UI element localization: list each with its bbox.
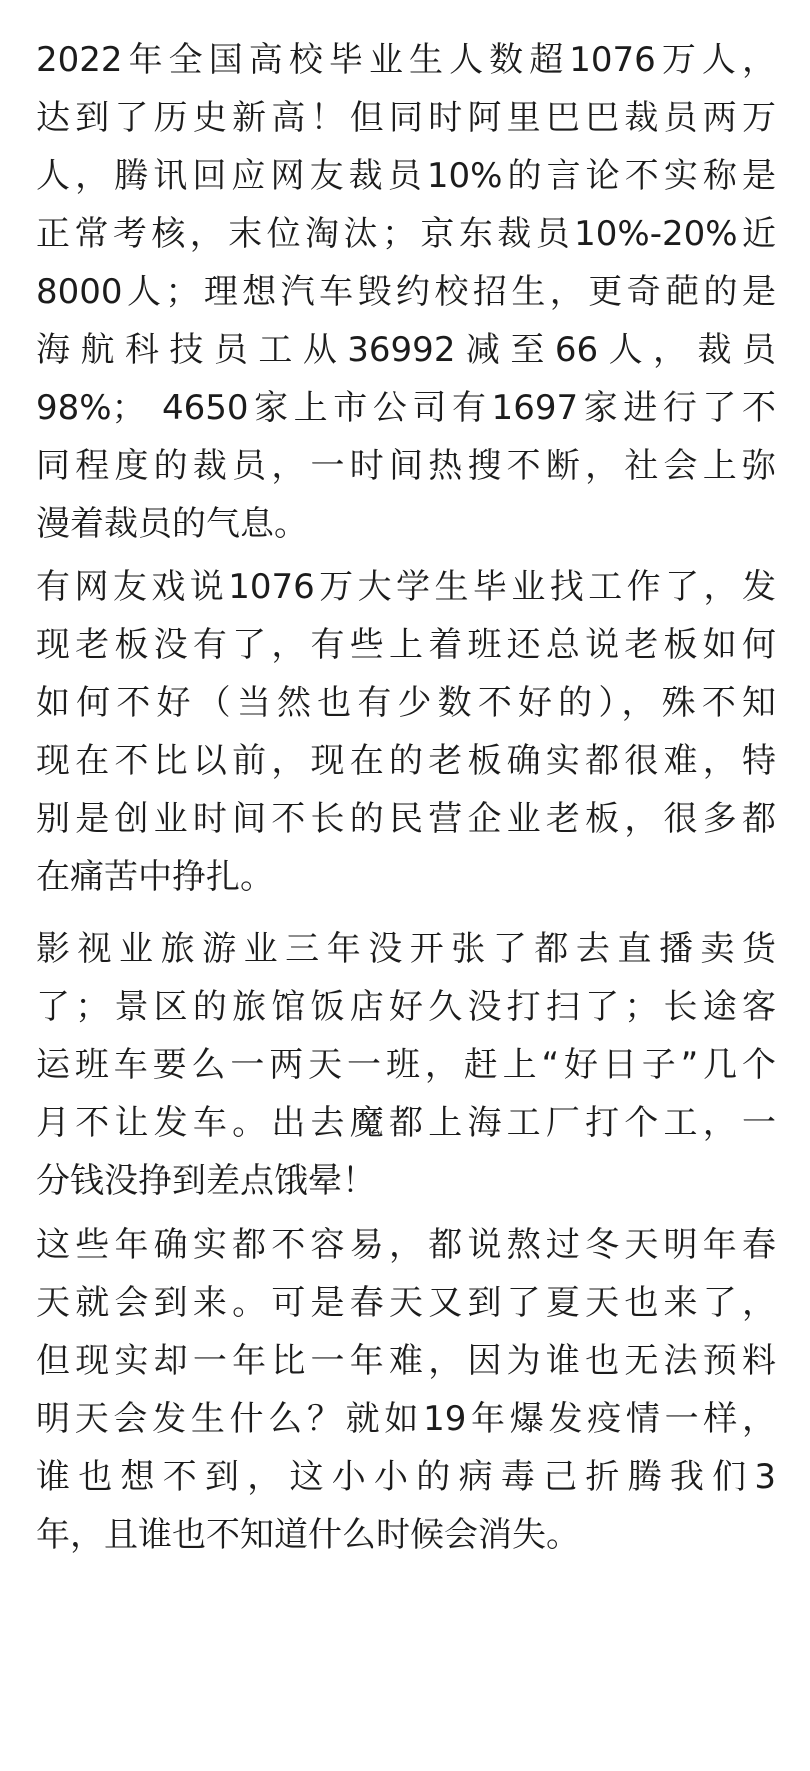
text-line: 年，且谁也不知道什么时候会消失。: [36, 1515, 580, 1555]
text-line: 达到了历史新高！但同时阿里巴巴裁员两万: [36, 98, 776, 138]
text-line: 现老板没有了，有些上着班还总说老板如何: [36, 625, 776, 665]
text-line: 月不让发车。出去魔都上海工厂打个工，一: [36, 1103, 776, 1143]
text-line: 海航科技员工从36992减至66人，裁员: [36, 330, 776, 370]
text-line: 天就会到来。可是春天又到了夏天也来了，: [36, 1283, 776, 1323]
text-line: 谁也想不到，这小小的病毒己折腾我们3: [36, 1457, 776, 1497]
text-line: 了；景区的旅馆饭店好久没打扫了；长途客: [36, 987, 776, 1027]
text-line: 这些年确实都不容易，都说熬过冬天明年春: [36, 1225, 776, 1265]
text-line: 分钱没挣到差点饿晕！: [36, 1161, 376, 1201]
text-line: 同程度的裁员，一时间热搜不断，社会上弥: [36, 446, 776, 486]
text-line: 如何不好（当然也有少数不好的），殊不知: [36, 683, 776, 723]
text-line: 运班车要么一两天一班，赶上“好日子”几个: [36, 1045, 776, 1085]
text-line: 但现实却一年比一年难，因为谁也无法预料: [36, 1341, 776, 1381]
text-line: 2022年全国高校毕业生人数超1076万人，: [36, 40, 776, 80]
text-line: 正常考核，末位淘汰；京东裁员10%-20%近: [36, 214, 776, 254]
text-line: 人，腾讯回应网友裁员10%的言论不实称是: [36, 156, 776, 196]
text-line: 漫着裁员的气息。: [36, 504, 308, 544]
text-line: 有网友戏说1076万大学生毕业找工作了，发: [36, 567, 776, 607]
text-line: 在痛苦中挣扎。: [36, 857, 274, 897]
text-line: 现在不比以前，现在的老板确实都很难，特: [36, 741, 776, 781]
text-line: 别是创业时间不长的民营企业老板，很多都: [36, 799, 776, 839]
text-line: 98%； 4650家上市公司有1697家进行了不: [36, 388, 776, 428]
text-line: 明天会发生什么？就如19年爆发疫情一样，: [36, 1399, 776, 1439]
text-line: 影视业旅游业三年没开张了都去直播卖货: [36, 929, 776, 969]
text-line: 8000人；理想汽车毁约校招生，更奇葩的是: [36, 272, 776, 312]
